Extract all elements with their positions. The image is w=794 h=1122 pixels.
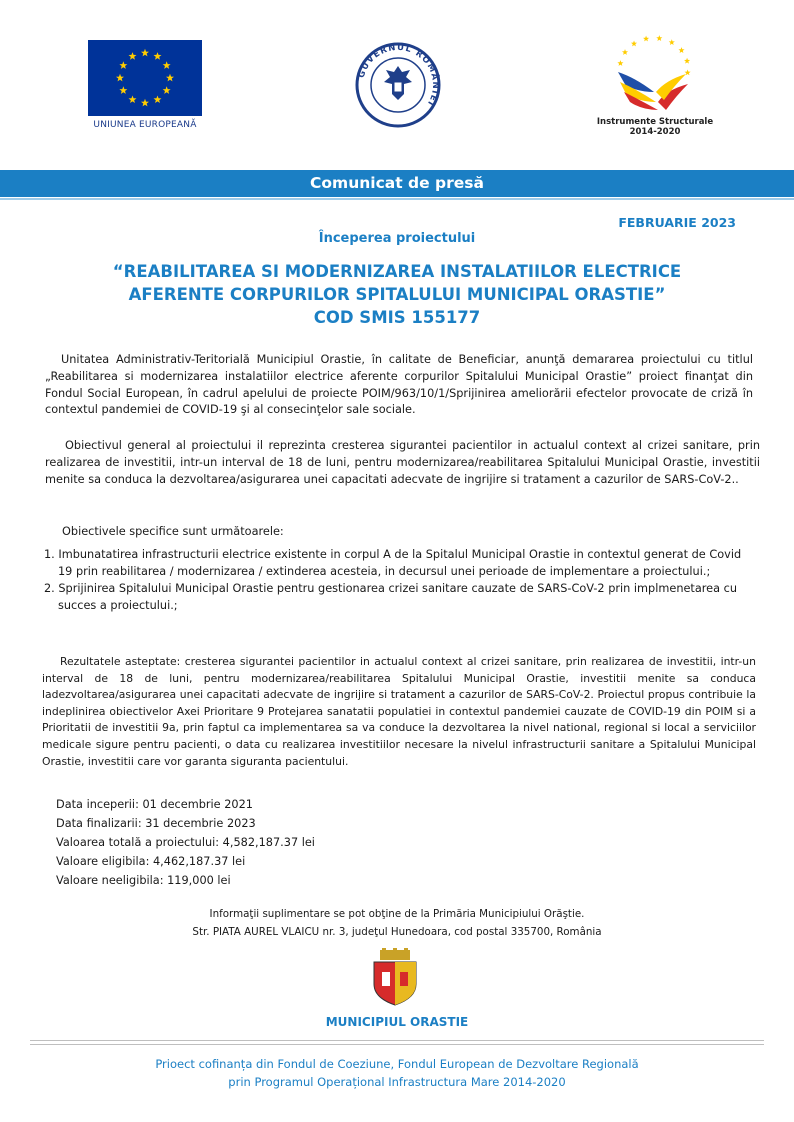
structural-star xyxy=(643,36,649,42)
contact-info xyxy=(0,905,794,941)
structural-star xyxy=(631,41,637,47)
total-value: Valoarea totală a proiectului: 4,582,187.37 lei xyxy=(56,836,315,849)
project-title xyxy=(40,260,754,329)
structural-instruments-label xyxy=(585,117,725,137)
eu-star xyxy=(166,74,174,82)
eu-label: UNIUNEA EUROPEANĂ xyxy=(93,120,197,130)
eu-stars-icon xyxy=(88,40,202,116)
structural-star xyxy=(656,35,662,41)
objectives-heading: Obiectivele specifice sunt următoarele: xyxy=(62,525,284,538)
eu-star xyxy=(154,52,162,60)
eu-star xyxy=(163,86,171,94)
title-line: COD SMIS 155177 xyxy=(313,308,481,327)
start-date: Data inceperii: 01 decembrie 2021 xyxy=(56,798,253,811)
title-line: AFERENTE CORPURILOR SPITALULUI MUNICIPAL ORASTIE” xyxy=(128,285,666,304)
eu-star xyxy=(119,61,127,69)
footer-funding-note xyxy=(0,1055,794,1091)
results-label: Rezultatele asteptate: xyxy=(60,655,181,668)
press-release-title: Comunicat de presă xyxy=(310,174,484,192)
structural-label-line1: Instrumente Structurale xyxy=(596,117,714,127)
title-line: “REABILITAREA SI MODERNIZAREA INSTALATIILOR ELECTRICE xyxy=(112,262,682,281)
eu-star xyxy=(116,74,124,82)
intro-text: Unitatea Administrativ-Teritorială Municipiul Orastie, în calitate de Beneficiar, anunţă demararea proiectului cu titlul „Reabilitarea si modernizarea instalatiilor electrice aferente corpurilor Spitalului Municipal Orastie” proiect finanţat din Fondul Social European, în cadrul apelului de proiecte POIM/963/10/1/Sprijinirea ameliorării efectelor provocate de criză în contextul pandemiei de COVID-19 şi al consecinţelor sale sociale. xyxy=(45,353,753,417)
eu-star xyxy=(141,99,149,107)
structural-star xyxy=(669,39,675,45)
footer-line: Prioect cofinanța din Fondul de Coeziune, Fondul European de Dezvoltare Regională xyxy=(155,1057,639,1071)
general-objective-text: Obiectivul general al proiectului il reprezinta cresterea sigurantei pacientilor in actualul context al crizei sanitare, prin realizarea de investitii, intr-un interval de 18 de luni, pentru modernizarea/reabilitarea Spitalului Municipal Orastie, investitii menite sa conduca la dezvoltarea/asigurarea unei capacitati adecvate de ingrijire si tratament a cazurilor de SARS-CoV-2.. xyxy=(45,439,760,486)
press-bar-divider xyxy=(0,198,794,200)
structural-label-line2: 2014-2020 xyxy=(629,127,681,137)
contact-line: Informaţii suplimentare se pot obţine de la Primăria Municipiului Orăştie. xyxy=(209,908,585,920)
eu-star xyxy=(129,52,137,60)
structural-instruments-logo xyxy=(606,30,702,114)
general-objective-paragraph xyxy=(45,438,760,488)
intro-paragraph xyxy=(45,352,753,419)
structural-star xyxy=(684,58,690,64)
eu-star xyxy=(163,61,171,69)
subtitle: Începerea proiectului xyxy=(318,231,476,246)
eu-star xyxy=(154,95,162,103)
government-seal-logo xyxy=(355,42,441,128)
release-date: FEBRUARIE 2023 xyxy=(618,215,736,230)
non-eligible-value: Valoare neeligibila: 119,000 lei xyxy=(56,874,231,887)
project-details xyxy=(56,795,315,890)
eligible-value: Valoare eligibila: 4,462,187.37 lei xyxy=(56,855,246,868)
structural-star xyxy=(622,49,628,55)
eu-star xyxy=(129,95,137,103)
results-text: cresterea sigurantei pacientilor in actualul context al crizei sanitare, prin realizarea de investitii, intr-un interval de 18 de luni, pentru modernizarea/reabilitarea Spitalului Municipal Orastie, investitii menite sa conduca ladezvoltarea/asigurarea unei capacitati adecvate de ingrijire si tratament a cazurilor de SARS-CoV-2. Proiectul propus contribuie la indeplinirea obiectivelor Axei Prioritare 9 Protejarea sanatatii populatiei in contextul pandemiei cauzate de COVID-19 din POIM si a Prioritatii de investitii 9a, prin faptul ca implementarea sa va conduce la dezvoltarea la nivel national, regional si local a serviciilor medicale sigure pentru pacienti, o data cu realizarea investitiilor necesare la nivelul infrastructurii sanitare a Spitalului Municipal Orastie, investitii care vor garanta siguranta pacientului. xyxy=(42,655,756,768)
list-item: 2. Sprijinirea Spitalului Municipal Orastie pentru gestionarea crizei sanitare cauzate de SARS-CoV-2 prin implmenetarea cu succes a proiectului.; xyxy=(44,582,738,612)
results-paragraph xyxy=(42,654,756,770)
eu-star xyxy=(119,86,127,94)
eu-flag-logo xyxy=(88,40,202,116)
list-item: 1. Imbunatatirea infrastructurii electrice existente in corpul A de la Spitalul Municipal Orastie in contextul generat de Covid 19 prin reabilitarea / modernizarea / extinderea acesteia, in decursul unei perioade de implementare a proiectului.; xyxy=(44,548,742,578)
structural-star xyxy=(617,60,623,66)
footer-line: prin Programul Operațional Infrastructura Mare 2014-2020 xyxy=(228,1075,566,1089)
objectives-list xyxy=(44,546,756,614)
footer-divider xyxy=(30,1040,764,1041)
municipality-name: MUNICIPIUL ORASTIE xyxy=(325,1015,469,1029)
seal-text: GUVERNUL ROMÂNIEI xyxy=(356,42,441,109)
contact-address: Str. PIATA AUREL VLAICU nr. 3, judeţul Hunedoara, cod postal 335700, România xyxy=(192,926,602,938)
municipal-crest-icon xyxy=(370,948,420,1006)
end-date: Data finalizarii: 31 decembrie 2023 xyxy=(56,817,256,830)
structural-star xyxy=(678,47,684,53)
eu-star xyxy=(141,49,149,57)
footer-divider xyxy=(30,1044,764,1045)
